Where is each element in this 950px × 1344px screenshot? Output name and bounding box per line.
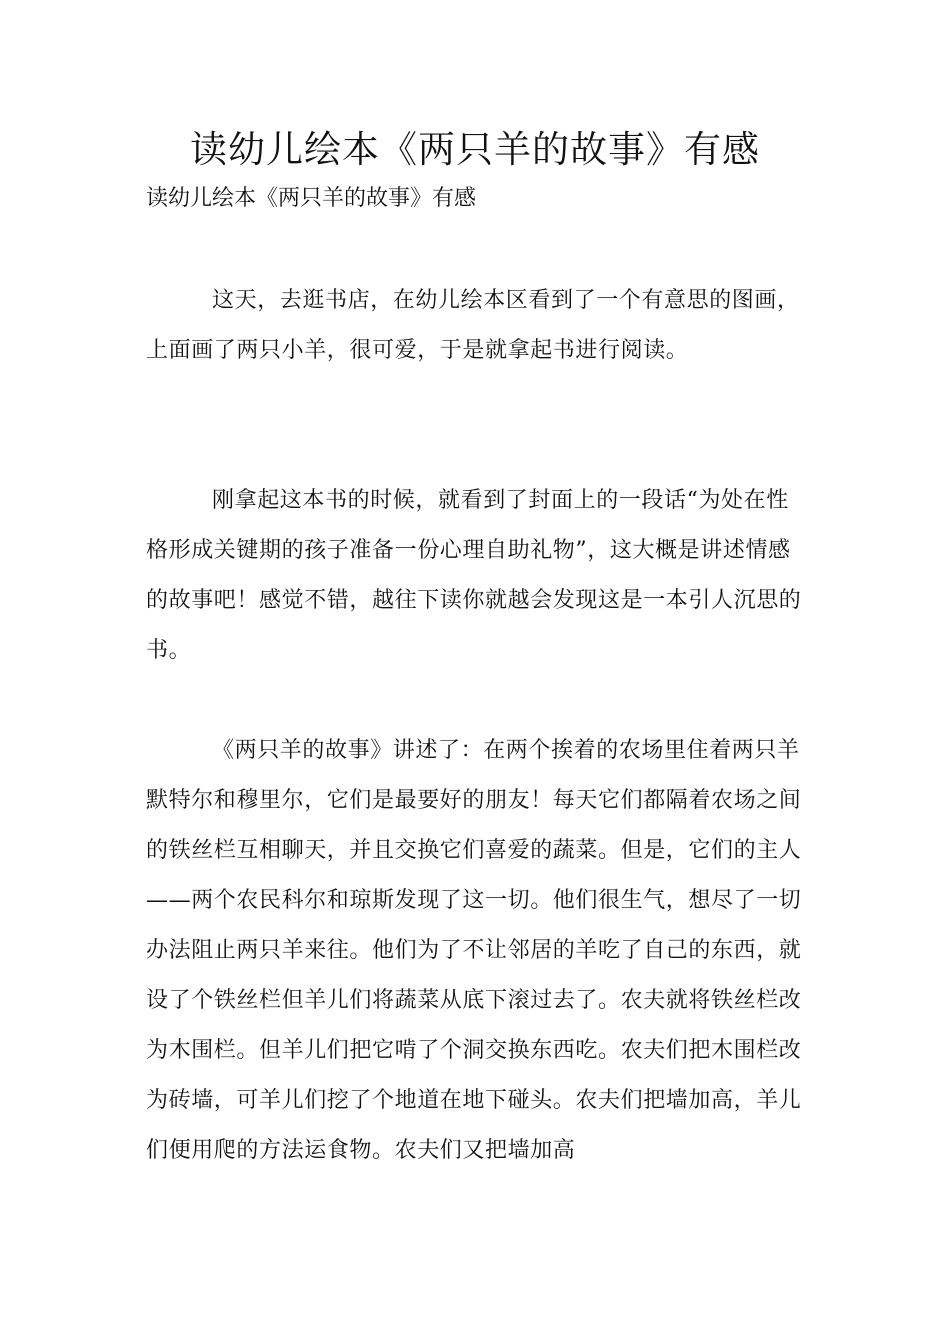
document-subtitle: 读幼儿绘本《两只羊的故事》有感 xyxy=(146,186,477,211)
document-title: 读幼儿绘本《两只羊的故事》有感 xyxy=(190,128,760,171)
paragraph-2: 刚拿起这本书的时候，就看到了封面上的一段话“为处在性格形成关键期的孩子准备一份心理自助礼物”，这大概是讲述情感的故事吧！感觉不错，越往下读你就越会发现这是一本引人沉思的书。 xyxy=(146,488,802,663)
paragraph-1: 这天，去逛书店，在幼儿绘本区看到了一个有意思的图画，上面画了两只小羊，很可爱，于是就拿起书进行阅读。 xyxy=(146,288,800,363)
paragraph-3: 《两只羊的故事》讲述了：在两个挨着的农场里住着两只羊默特尔和穆里尔，它们是最要好的朋友！每天它们都隔着农场之间的铁丝栏互相聊天，并且交换它们喜爱的蔬菜。但是，它们的主人——两个农民科尔和琼斯发现了这一切。他们很生气，想尽了一切办法阻止两只羊来往。他们为了不让邻居的羊吃了自己的东西，就设了个铁丝栏但羊儿们将蔬菜从底下滚过去了。农夫就将铁丝栏改为木围栏。但羊儿们把它啃了个洞交换东西吃。农夫们把木围栏改为砖墙，可羊儿们挖了个地道在地下碰头。农夫们把墙加高，羊儿们便用爬的方法运食物。农夫们又把墙加高 xyxy=(146,738,802,1163)
